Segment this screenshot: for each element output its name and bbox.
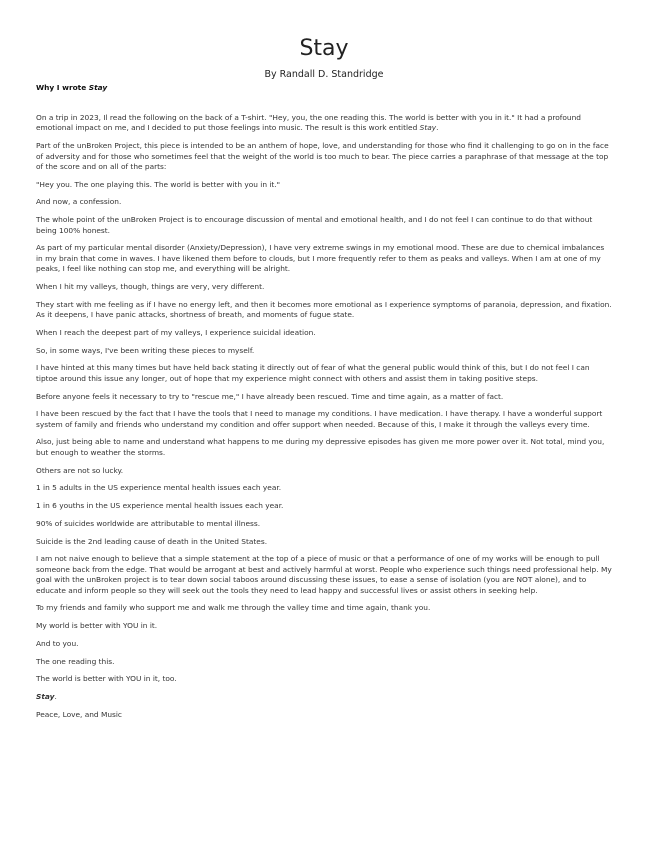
paragraph-text: My world is better with YOU in it. <box>36 621 158 631</box>
body-paragraph <box>36 466 612 476</box>
paragraph-end-punct: . <box>436 123 439 133</box>
body-paragraph <box>36 483 612 493</box>
body-paragraph <box>36 113 612 134</box>
body-paragraph <box>36 409 612 430</box>
body-paragraph <box>36 674 612 684</box>
section-heading-title: Stay <box>88 83 108 92</box>
body-paragraph <box>36 180 612 190</box>
paragraph-text: 1 in 5 adults in the US experience mental health issues each year. <box>36 483 282 493</box>
author-byline: By Randall D. Standridge <box>264 69 384 80</box>
body-paragraph <box>36 639 612 649</box>
closing-title: Stay <box>36 692 55 702</box>
body-paragraph <box>36 363 612 384</box>
paragraph-text: As part of my particular mental disorder (Anxiety/Depression), I have very extreme swings in my emotional mood. These are due to chemical imbalances in my brain that come in waves. I have likened them before to clouds, but I more frequently refer to them as peaks and valleys. When I am at one of my peaks, I feel like nothing can stop me, and everything will be alright. <box>36 243 605 274</box>
document-title: Stay <box>299 36 349 61</box>
body-paragraph <box>36 300 612 321</box>
body-paragraph <box>36 141 612 172</box>
paragraph-text: I am not naive enough to believe that a simple statement at the top of a piece of music or that a performance of one of my works will be enough to pull someone back from the edge. That would be arrogant at best and actively harmful at worst. People who experience such things need professional help. My goal with the unBroken project is to tear down social taboos around discussing these issues, to ease a sense of isolation (you are NOT alone), and to educate and inform people so they will seek out the tools they need to lead happy and successful lives or assist others in seeking help. <box>36 554 612 595</box>
paragraph-text: So, in some ways, I've been writing these pieces to myself. <box>36 345 255 355</box>
body-paragraph <box>36 657 612 667</box>
paragraph-text: I have been rescued by the fact that I have the tools that I need to manage my conditions. I have medication. I have therapy. I have a wonderful support system of family and friends who understand my condition and offer support when needed. Because of this, I make it through the valleys every time. <box>36 409 603 429</box>
paragraph-text: The one reading this. <box>36 656 115 666</box>
body-paragraph <box>36 346 612 356</box>
body-paragraph <box>36 692 612 702</box>
paragraph-text: Before anyone feels it necessary to try to "rescue me," I have already been rescued. Time and time again, as a matter of fact. <box>36 391 504 401</box>
paragraph-text: And to you. <box>36 638 79 648</box>
body-paragraph <box>36 282 612 292</box>
paragraph-text: Others are not so lucky. <box>36 465 124 475</box>
paragraph-text: And now, a confession. <box>36 197 122 207</box>
paragraph-text: When I hit my valleys, though, things are very, very different. <box>36 281 265 291</box>
section-heading-prefix: Why I wrote <box>36 83 89 92</box>
paragraph-text: When I reach the deepest part of my valleys, I experience suicidal ideation. <box>36 327 316 337</box>
paragraph-text: Part of the unBroken Project, this piece is intended to be an anthem of hope, love, and understanding for those who find it challenging to go on in the face of adversity and for those who sometimes feel that the weight of the world is too much to bear. The piece carries a paraphrase of that message at the top of the score and on all of the parts: <box>36 141 609 171</box>
paragraph-text: Also, just being able to name and understand what happens to me during my depressive episodes has given me more power over it. Not total, mind you, but enough to weather the storms. <box>36 437 605 457</box>
section-heading <box>36 83 612 93</box>
paragraph-text: The world is better with YOU in it, too. <box>36 674 177 684</box>
body-paragraph <box>36 621 612 631</box>
paragraph-italic-title: Stay <box>419 123 437 133</box>
paragraph-text: 1 in 6 youths in the US experience mental health issues each year. <box>36 501 284 511</box>
paragraph-text: On a trip in 2023, Il read the following on the back of a T-shirt. "Hey, you, the one reading this. The world is better with you in it." It had a profound emotional impact on me, and I decided to put those feelings into music. The result is this work entitled <box>36 113 581 133</box>
paragraph-text: To my friends and family who support me and walk me through the valley time and time again, thank you. <box>36 603 431 613</box>
body-paragraph <box>36 554 612 596</box>
body-paragraph <box>36 328 612 338</box>
body-paragraph <box>36 437 612 458</box>
paragraph-text: Peace, Love, and Music <box>36 709 122 719</box>
paragraph-text: They start with me feeling as if I have no energy left, and then it becomes more emotional as I experience symptoms of paranoia, depression, and fixation. As it deepens, I have panic attacks, shortness of breath, and moments of fugue state. <box>36 299 612 320</box>
body-paragraph <box>36 519 612 529</box>
body-paragraph <box>36 243 612 274</box>
body-paragraph <box>36 710 612 720</box>
body-paragraph <box>36 197 612 207</box>
paragraph-text: The whole point of the unBroken Project is to encourage discussion of mental and emotional health, and I do not feel I can continue to do that without being 100% honest. <box>36 215 593 235</box>
body-paragraph <box>36 537 612 547</box>
document-body <box>36 113 612 720</box>
body-paragraph <box>36 501 612 511</box>
document-page <box>36 34 612 728</box>
paragraph-text: I have hinted at this many times but have held back stating it directly out of fear of what the general public would think of this, but I do not feel I can tiptoe around this issue any longer, out of hope that my experience might connect with others and assist them in taking positive steps. <box>36 363 590 383</box>
body-paragraph <box>36 392 612 402</box>
body-paragraph <box>36 215 612 236</box>
body-paragraph <box>36 603 612 613</box>
paragraph-text: Suicide is the 2nd leading cause of death in the United States. <box>36 536 268 546</box>
paragraph-text: "Hey you. The one playing this. The world is better with you in it." <box>36 179 281 189</box>
paragraph-text: 90% of suicides worldwide are attributable to mental illness. <box>36 518 261 528</box>
paragraph-end-punct: . <box>54 692 57 702</box>
